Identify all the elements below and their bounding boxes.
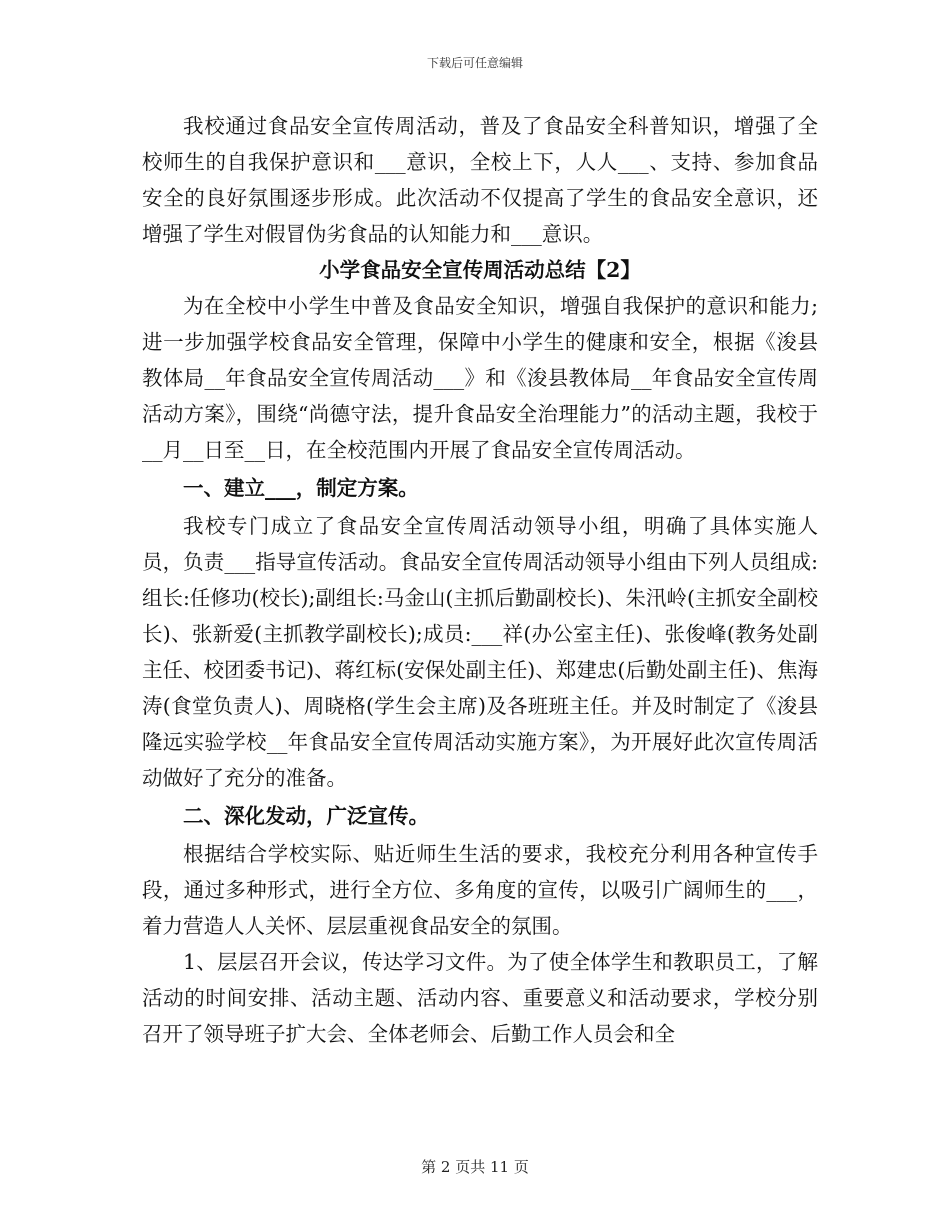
paragraph-meetings: 1、层层召开会议，传达学习文件。为了使全体学生和教职员工，了解活动的时间安排、活动主题、活动内容、重要意义和活动要求，学校分别召开了领导班子扩大会、全体老师会、后勤工作人员会和全 (142, 950, 818, 1046)
paragraph-intro-summary: 我校通过食品安全宣传周活动，普及了食品安全科普知识，增强了全校师生的自我保护意识和___意识，全校上下，人人___、支持、参加食品安全的良好氛围逐步形成。此次活动不仅提高了学生的食品安全意识，还增强了学生对假冒伪劣食品的认知能力和___意识。 (142, 114, 818, 246)
document-body (142, 108, 818, 1052)
page-footer: 第 2 页共 11 页 (421, 1158, 529, 1176)
heading-publicity: 二、深化发动，广泛宣传。 (183, 804, 429, 828)
section-title: 小学食品安全宣传周活动总结【2】 (319, 258, 641, 282)
paragraph-background: 为在全校中小学生中普及食品安全知识，增强自我保护的意识和能力;进一步加强学校食品安全管理，保障中小学生的健康和安全，根据《浚县教体局__年食品安全宣传周活动___》和《浚县教体局__年食品安全宣传周活动方案》，围绕“尚德守法，提升食品安全治理能力”的活动主题，我校于__月__日至__日，在全校范围内开展了食品安全宣传周活动。 (142, 294, 818, 462)
paragraph-leadership-group: 我校专门成立了食品安全宣传周活动领导小组，明确了具体实施人员，负责___指导宣传活动。食品安全宣传周活动领导小组由下列人员组成:组长:任修功(校长);副组长:马金山(主抓后勤副校长)、朱汛岭(主抓安全副校长)、张新爱(主抓教学副校长);成员:___祥(办公室主任)、张俊峰(教务处副主任、校团委书记)、蒋红标(安保处副主任)、郑建忠(后勤处副主任)、焦海涛(食堂负责人)、周晓格(学生会主席)及各班班主任。并及时制定了《浚县隆远实验学校__年食品安全宣传周活动实施方案》，为开展好此次宣传周活动做好了充分的准备。 (142, 514, 818, 790)
paragraph-publicity: 根据结合学校实际、贴近师生生活的要求，我校充分利用各种宣传手段，通过多种形式，进行全方位、多角度的宣传，以吸引广阔师生的___，着力营造人人关怀、层层重视食品安全的氛围。 (142, 842, 818, 938)
heading-establish: 一、建立___，制定方案。 (183, 476, 419, 500)
page-header: 下载后可任意编辑 (426, 56, 523, 70)
